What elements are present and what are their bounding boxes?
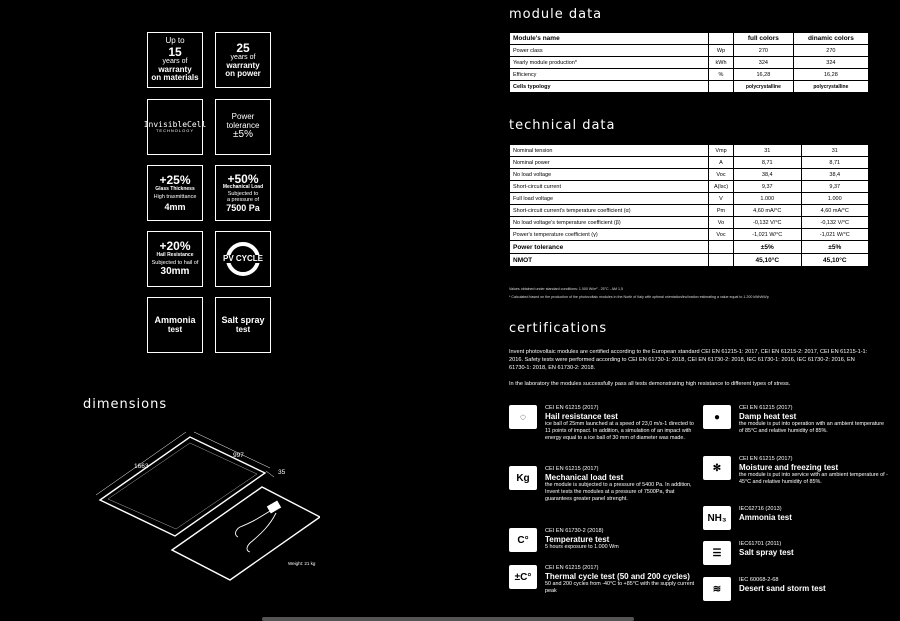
cert-name: Damp heat test bbox=[739, 412, 797, 421]
box-text: Up to bbox=[165, 36, 185, 46]
table-cell: 1.000 bbox=[734, 193, 802, 205]
cert-name: Mechanical load test bbox=[545, 473, 624, 482]
cert-name: Moisture and freezing test bbox=[739, 463, 839, 472]
table-cell: Cells typology bbox=[510, 81, 709, 93]
table-row bbox=[510, 229, 869, 241]
cert-description: 50 and 200 cycles from -40°C to +85°C with the supply current peak bbox=[545, 581, 695, 594]
box-text: +25% bbox=[159, 172, 191, 187]
panel-dimensions-drawing bbox=[90, 425, 320, 585]
cert-name: Ammonia test bbox=[739, 513, 792, 522]
box-text: test bbox=[167, 324, 183, 334]
thermal-cycle-icon: ±C° bbox=[509, 565, 537, 589]
table-header: Module's name bbox=[510, 33, 709, 45]
table-cell: No load voltage bbox=[510, 169, 709, 181]
box-text: Subjected to bbox=[227, 191, 259, 198]
warranty-power-box bbox=[215, 32, 271, 88]
box-text: High trasmittance bbox=[153, 193, 197, 200]
box-text: Salt spray bbox=[221, 315, 265, 326]
table-cell bbox=[709, 241, 734, 254]
thermometer-icon: C° bbox=[509, 528, 537, 552]
table-row bbox=[510, 217, 869, 229]
standard-conditions-note: Values obtained under standard conditions: 1.000 W/m² - 25°C - AM 1,5 bbox=[509, 287, 624, 291]
table-row bbox=[510, 254, 869, 267]
dimensions-title: dimensions bbox=[83, 397, 168, 412]
cert-description: ice ball of 25mm launched at a speed of 23,0 m/s-1 directed to 11 points of impact. In addition, a simulation of an impact with energy equal to a ice ball of 30 mm of diameter was made. bbox=[545, 421, 694, 441]
invisiblecell-box bbox=[143, 99, 207, 155]
box-text: warranty bbox=[226, 60, 260, 70]
module-data-table bbox=[509, 32, 869, 93]
weight-label: Weight: 21 kg bbox=[288, 561, 316, 566]
box-text: Glass Thickness bbox=[155, 185, 195, 192]
table-cell: 9,37 bbox=[734, 181, 802, 193]
table-cell: 9,37 bbox=[801, 181, 869, 193]
table-cell: Wp bbox=[709, 45, 734, 57]
table-cell: 4,60 mA/°C bbox=[801, 205, 869, 217]
table-cell: % bbox=[709, 69, 734, 81]
table-cell: 31 bbox=[734, 145, 802, 157]
box-text: 30mm bbox=[160, 266, 190, 278]
cert-standard: CEI EN 61215 (2017) bbox=[545, 565, 599, 571]
table-cell: -0,132 V/°C bbox=[734, 217, 802, 229]
box-text: TECHNOLOGY bbox=[155, 128, 194, 134]
box-text: ±5% bbox=[233, 129, 253, 141]
cert-standard: IEC61701 (2011) bbox=[739, 541, 782, 547]
box-text: Power bbox=[231, 112, 255, 122]
table-header: dinamic colors bbox=[793, 33, 868, 45]
table-cell: 16,28 bbox=[734, 69, 794, 81]
table-row bbox=[510, 181, 869, 193]
cert-name: Desert sand storm test bbox=[739, 584, 826, 593]
table-cell: Vo bbox=[709, 217, 734, 229]
table-cell: Efficiency bbox=[510, 69, 709, 81]
box-text: +50% bbox=[227, 171, 259, 186]
table-cell: A bbox=[709, 157, 734, 169]
table-cell: V bbox=[709, 193, 734, 205]
box-text: Subjected to hail of bbox=[151, 260, 199, 267]
table-cell: NMOT bbox=[510, 254, 709, 267]
box-text: on power bbox=[225, 68, 261, 78]
cert-name: Hail resistance test bbox=[545, 412, 618, 421]
cert-standard: CEI EN 61215 (2017) bbox=[739, 405, 793, 411]
table-cell: Vmp bbox=[709, 145, 734, 157]
box-text: test bbox=[235, 324, 251, 334]
table-row bbox=[510, 169, 869, 181]
ammonia-box bbox=[147, 297, 203, 353]
table-cell: Short-circuit current bbox=[510, 181, 709, 193]
table-cell: -0,132 V/°C bbox=[801, 217, 869, 229]
box-text: Hail Resistance bbox=[156, 252, 194, 259]
table-cell: Full load voltage bbox=[510, 193, 709, 205]
cert-name: Salt spray test bbox=[739, 548, 794, 557]
table-row bbox=[510, 145, 869, 157]
table-cell: Voc bbox=[709, 169, 734, 181]
box-text: 4mm bbox=[164, 201, 186, 212]
table-cell: 8,71 bbox=[734, 157, 802, 169]
table-cell: A(lsc) bbox=[709, 181, 734, 193]
droplet-icon: ● bbox=[703, 405, 731, 429]
table-cell: 45,10°C bbox=[801, 254, 869, 267]
table-cell: Voc bbox=[709, 229, 734, 241]
table-cell: Nominal tension bbox=[510, 145, 709, 157]
table-cell: ±5% bbox=[801, 241, 869, 254]
box-text: 25 bbox=[236, 40, 250, 55]
table-cell: Short-circuit current's temperature coefficient (α) bbox=[510, 205, 709, 217]
table-cell: ±5% bbox=[734, 241, 802, 254]
salt-spray-box bbox=[215, 297, 271, 353]
table-cell: 270 bbox=[793, 45, 868, 57]
sand-storm-icon: ≋ bbox=[703, 577, 731, 601]
dimension-depth: 35 bbox=[278, 469, 286, 476]
cert-standard: IEC62716 (2013) bbox=[739, 506, 782, 512]
box-text: on materials bbox=[151, 73, 199, 83]
table-row bbox=[510, 69, 869, 81]
cert-standard: CEI EN 61215 (2017) bbox=[739, 456, 793, 462]
box-text: years of bbox=[230, 54, 256, 62]
table-cell: Pm bbox=[709, 205, 734, 217]
box-text: 7500 Pa bbox=[226, 202, 260, 213]
box-text: warranty bbox=[158, 64, 192, 74]
table-row bbox=[510, 241, 869, 254]
hail-box bbox=[147, 231, 203, 287]
table-cell: 1.000 bbox=[801, 193, 869, 205]
table-cell: Power's temperature coefficient (γ) bbox=[510, 229, 709, 241]
table-row bbox=[510, 193, 869, 205]
box-text: 15 bbox=[168, 44, 182, 59]
ammonia-icon: NH₃ bbox=[703, 506, 731, 530]
table-row bbox=[510, 205, 869, 217]
dimension-length: 1663 bbox=[134, 463, 149, 470]
cert-description: the module is put into operation with an ambient temperature of 85°C and relative humidity of 85%. bbox=[739, 421, 885, 434]
cert-name: Temperature test bbox=[545, 535, 610, 544]
table-cell: 270 bbox=[734, 45, 794, 57]
box-text: PV bbox=[222, 253, 234, 263]
production-footnote: * Calculated based on the production of the photovoltaic modules in the North of Italy with optimal orientation/inclination estimating a value equal to 1.200 kWh/kWp bbox=[509, 295, 769, 299]
certifications-title: certifications bbox=[509, 321, 608, 336]
box-text: InvisibleCell bbox=[143, 119, 207, 129]
cert-standard: CEI EN 61215 (2017) bbox=[545, 405, 599, 411]
box-text: a pressure of bbox=[226, 197, 260, 204]
horizontal-scrollbar[interactable] bbox=[262, 617, 634, 621]
cert-standard: IEC 60068-2-68 bbox=[739, 577, 779, 583]
table-cell: Yearly module production* bbox=[510, 57, 709, 69]
table-row bbox=[510, 57, 869, 69]
table-cell: 38,4 bbox=[801, 169, 869, 181]
pv-cycle-icon bbox=[222, 242, 264, 276]
cert-description: the module is put into service with an ambient temperature of - 45°C and relative humidity of 85%. bbox=[739, 472, 888, 485]
table-cell: polycrystalline bbox=[793, 81, 868, 93]
table-cell: 16,28 bbox=[793, 69, 868, 81]
technical-data-title: technical data bbox=[509, 118, 616, 133]
pv-cycle-box bbox=[215, 231, 271, 287]
weight-icon: Kg bbox=[509, 466, 537, 490]
warranty-materials-box bbox=[147, 32, 203, 88]
mechanical-load-box bbox=[215, 165, 271, 221]
certifications-intro-2: In the laboratory the modules successfully pass all tests demonstrating high resistance to different types of stress. bbox=[509, 381, 791, 387]
cert-description: the module is subjected to a pressure of 5400 Pa. In addition, Invent tests the modules at a pressure of 7500Pa, that guarantees greater panel strenght. bbox=[545, 482, 692, 502]
cert-standard: CEI EN 61215 (2017) bbox=[545, 466, 599, 472]
table-cell: 31 bbox=[801, 145, 869, 157]
cert-description: 5 hours exposure to 1.000 Wm bbox=[545, 544, 619, 550]
glass-box bbox=[147, 165, 203, 221]
snowflake-icon: ✻ bbox=[703, 456, 731, 480]
table-cell: kWh bbox=[709, 57, 734, 69]
table-header bbox=[709, 33, 734, 45]
dimension-width: 997 bbox=[233, 452, 244, 459]
cert-name: Thermal cycle test (50 and 200 cycles) bbox=[545, 572, 690, 581]
table-cell: 4,60 mA/°C bbox=[734, 205, 802, 217]
table-cell: 38,4 bbox=[734, 169, 802, 181]
cert-standard: CEI EN 61730-2 (2018) bbox=[545, 528, 604, 534]
table-cell: 45,10°C bbox=[734, 254, 802, 267]
table-cell: Power tolerance bbox=[510, 241, 709, 254]
box-text: years of bbox=[162, 58, 188, 66]
table-cell: Nominal power bbox=[510, 157, 709, 169]
technical-data-table bbox=[509, 144, 869, 267]
table-cell bbox=[709, 81, 734, 93]
box-text: Mechanical Load bbox=[222, 184, 264, 191]
hail-icon: ◌ bbox=[509, 405, 537, 429]
box-text: tolerance bbox=[226, 120, 260, 130]
table-cell: -1,021 W/°C bbox=[801, 229, 869, 241]
table-cell: 8,71 bbox=[801, 157, 869, 169]
table-cell: 324 bbox=[734, 57, 794, 69]
table-row bbox=[510, 81, 869, 93]
table-row bbox=[510, 45, 869, 57]
table-cell: 324 bbox=[793, 57, 868, 69]
box-text: Ammonia bbox=[154, 315, 196, 326]
salt-spray-icon: ☰ bbox=[703, 541, 731, 565]
table-cell bbox=[709, 254, 734, 267]
table-header: full colors bbox=[734, 33, 794, 45]
table-cell: -1,021 W/°C bbox=[734, 229, 802, 241]
tolerance-box bbox=[215, 99, 271, 155]
table-cell: No load voltage's temperature coefficient (β) bbox=[510, 217, 709, 229]
table-cell: polycrystalline bbox=[734, 81, 794, 93]
box-text: CYCLE bbox=[235, 253, 264, 263]
box-text: +20% bbox=[159, 239, 191, 254]
module-data-title: module data bbox=[509, 7, 603, 22]
table-cell: Power class bbox=[510, 45, 709, 57]
certifications-intro: Invent photovoltaic modules are certified according to the European standard CEI EN 61215-1: 2017, CEI EN 61215-2: 2017, CEI EN 61215-1-1: 2016. Safety tests were performed according to CEI EN 61730-1: 2018, CEI EN 61730-2: 2018, IEC 61730-1: 2016, IEC 61730-2: 2016, EN 61730-1: 2018, EN 61730-2: 2018. bbox=[509, 349, 868, 371]
table-row bbox=[510, 157, 869, 169]
